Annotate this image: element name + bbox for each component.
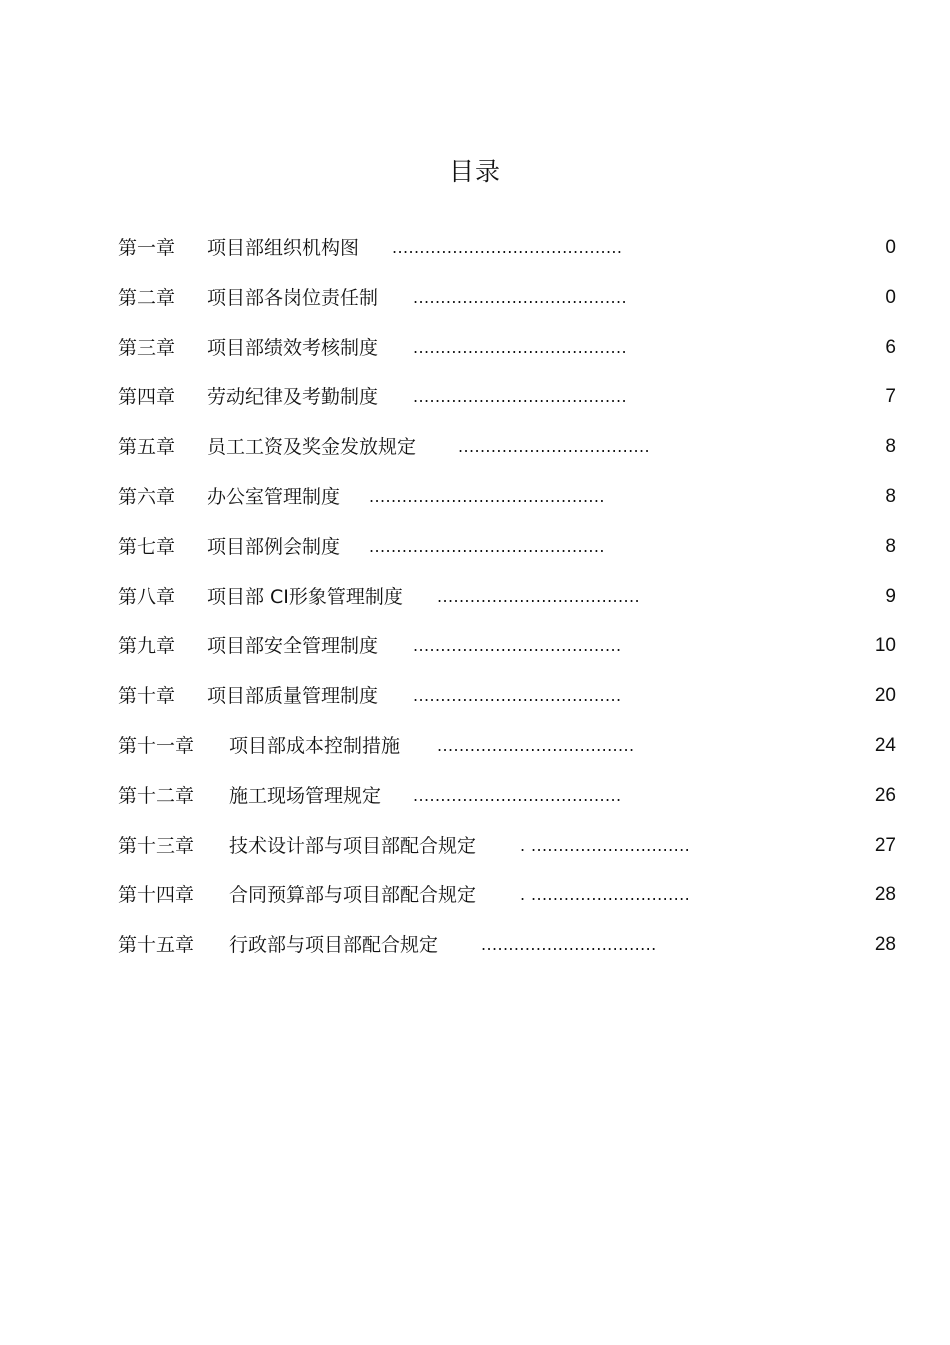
toc-page-number: 26: [874, 784, 896, 806]
toc-chapter-number: 第七章: [118, 535, 176, 558]
toc-row[interactable]: [118, 927, 898, 977]
toc-chapter-title: 施工现场管理规定: [229, 784, 382, 807]
toc-chapter-title: 项目部质量管理制度: [207, 685, 379, 708]
toc-page-number: 0: [885, 237, 896, 258]
toc-page-number: 8: [885, 485, 896, 507]
toc-dot-leader: ....................................: [437, 735, 635, 755]
toc-chapter-title: 项目部成本控制措施: [229, 734, 401, 757]
toc-chapter-title: 项目部各岗位责任制: [207, 286, 379, 309]
toc-page-number: 7: [885, 386, 896, 408]
toc-row[interactable]: [118, 628, 898, 678]
toc-chapter-title: 员工工资及奖金发放规定: [207, 436, 417, 459]
toc-chapter-number: 第六章: [118, 485, 176, 508]
toc-chapter-title: 劳动纪律及考勤制度: [207, 386, 379, 409]
toc-chapter-title: 项目部例会制度: [207, 535, 341, 558]
toc-chapter-title: 技术设计部与项目部配合规定: [229, 834, 477, 857]
toc-page-number: 6: [885, 336, 896, 358]
toc-chapter-title: 行政部与项目部配合规定: [229, 934, 439, 957]
toc-row[interactable]: [118, 429, 898, 479]
toc-chapter-number: 第十三章: [118, 834, 195, 857]
toc-dot-leader: .....................................: [437, 586, 640, 606]
toc-row[interactable]: [118, 579, 898, 629]
toc-chapter-title: 项目部绩效考核制度: [207, 336, 379, 359]
toc-dot-leader: .......................................: [413, 287, 627, 307]
toc-chapter-title: 合同预算部与项目部配合规定: [229, 884, 477, 907]
toc-chapter-title: 项目部安全管理制度: [207, 635, 379, 658]
toc-row[interactable]: [118, 479, 898, 529]
toc-page-number: 8: [885, 535, 896, 557]
toc-chapter-number: 第十一章: [118, 734, 195, 757]
toc-chapter-number: 第八章: [118, 585, 176, 608]
table-of-contents: [118, 230, 898, 977]
toc-dot-leader: ......................................: [413, 785, 622, 805]
toc-chapter-number: 第五章: [118, 436, 176, 459]
toc-dot-leader: ................................: [481, 935, 657, 955]
toc-chapter-number: 第十章: [118, 685, 176, 708]
toc-dot-leader: ...........................................: [369, 486, 605, 506]
toc-dot-leader: . .............................: [520, 885, 691, 905]
toc-page-number: 9: [885, 585, 896, 607]
toc-chapter-number: 第三章: [118, 336, 176, 359]
toc-chapter-title: 项目部 CI形象管理制度: [207, 585, 403, 608]
toc-dot-leader: ......................................: [413, 686, 622, 706]
toc-page-number: 10: [874, 635, 896, 657]
toc-row[interactable]: [118, 379, 898, 429]
toc-row[interactable]: [118, 828, 898, 878]
toc-chapter-number: 第一章: [118, 237, 176, 259]
toc-row[interactable]: [118, 678, 898, 728]
toc-chapter-number: 第四章: [118, 386, 176, 409]
toc-page-number: 8: [885, 436, 896, 458]
toc-row[interactable]: [118, 330, 898, 380]
toc-page-number: 27: [874, 834, 896, 856]
toc-page-number: 20: [874, 685, 896, 707]
toc-dot-leader: ......................................: [413, 636, 622, 656]
toc-page-number: 0: [885, 286, 896, 308]
toc-row[interactable]: [118, 778, 898, 828]
toc-chapter-title: 项目部组织机构图: [207, 237, 360, 259]
toc-chapter-title: 办公室管理制度: [207, 485, 341, 508]
toc-dot-leader: .......................................: [413, 387, 627, 407]
toc-dot-leader: ..........................................: [392, 238, 623, 257]
toc-dot-leader: .......................................: [413, 337, 627, 357]
page-title: 目录: [448, 157, 501, 186]
toc-page-number: 28: [874, 934, 896, 956]
toc-dot-leader: ...................................: [458, 437, 651, 457]
toc-row[interactable]: [118, 230, 898, 280]
toc-chapter-number: 第九章: [118, 635, 176, 658]
toc-chapter-number: 第十五章: [118, 934, 195, 957]
toc-row[interactable]: [118, 728, 898, 778]
toc-chapter-number: 第二章: [118, 286, 176, 309]
toc-row[interactable]: [118, 529, 898, 579]
toc-row[interactable]: [118, 280, 898, 330]
toc-chapter-number: 第十四章: [118, 884, 195, 907]
toc-dot-leader: ...........................................: [369, 536, 605, 556]
toc-page-number: 28: [874, 884, 896, 906]
toc-dot-leader: . .............................: [520, 835, 691, 855]
toc-page-number: 24: [874, 734, 896, 756]
toc-chapter-number: 第十二章: [118, 784, 195, 807]
toc-row[interactable]: [118, 877, 898, 927]
